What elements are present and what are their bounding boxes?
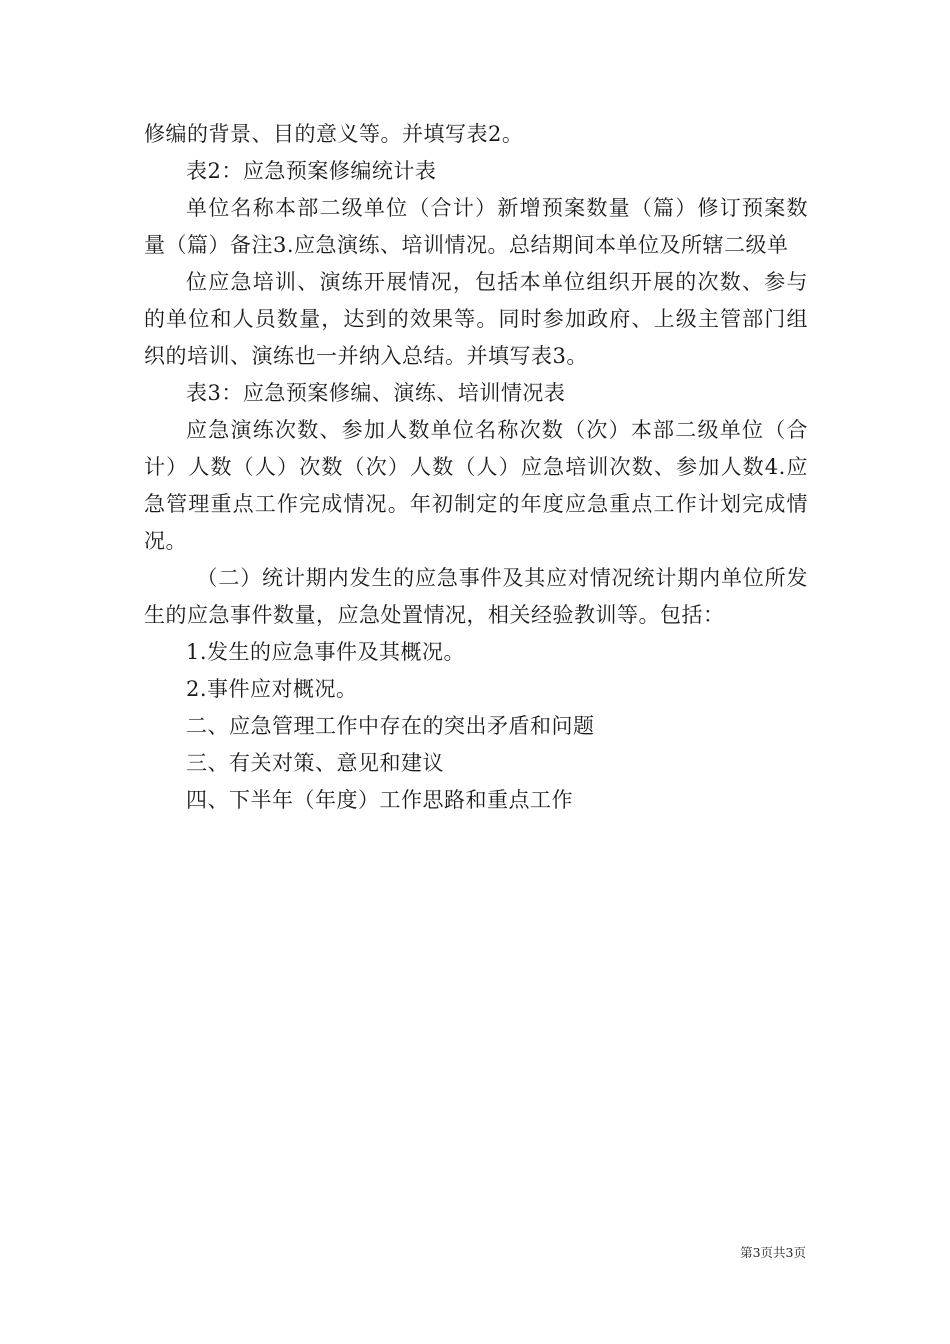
- list-item-1: 1.发生的应急事件及其概况。: [186, 640, 466, 664]
- heading-section-4: 四、下半年（年度）工作思路和重点工作: [186, 788, 573, 812]
- document-body: [144, 116, 808, 819]
- table-2-caption: 表2：应急预案修编统计表: [186, 159, 437, 183]
- table-3-caption: 表3：应急预案修编、演练、培训情况表: [186, 381, 566, 405]
- paragraph-table-2-fields: 单位名称本部二级单位（合计）新增预案数量（篇）修订预案数量（篇）备注3.应急演练、培训情况。总结期间本单位及所辖二级单: [144, 196, 808, 257]
- list-item-2: 2.事件应对概况。: [186, 677, 358, 701]
- heading-section-3: 三、有关对策、意见和建议: [186, 751, 444, 775]
- heading-section-2: 二、应急管理工作中存在的突出矛盾和问题: [186, 714, 595, 738]
- paragraph-section-two: （二）统计期内发生的应急事件及其应对情况统计期内单位所发生的应急事件数量，应急处置情况，相关经验教训等。包括：: [144, 566, 808, 627]
- paragraph-training-drills: 位应急培训、演练开展情况，包括本单位组织开展的次数、参与的单位和人员数量，达到的效果等。同时参加政府、上级主管部门组织的培训、演练也一并纳入总结。并填写表3。: [144, 270, 808, 368]
- paragraph-table-3-fields: 应急演练次数、参加人数单位名称次数（次）本部二级单位（合计）人数（人）次数（次）人数（人）应急培训次数、参加人数4.应急管理重点工作完成情况。年初制定的年度应急重点工作计划完成情况。: [144, 418, 808, 553]
- paragraph-continuation: 修编的背景、目的意义等。并填写表2。: [144, 122, 524, 146]
- page-number: 第3页共3页: [740, 1245, 806, 1260]
